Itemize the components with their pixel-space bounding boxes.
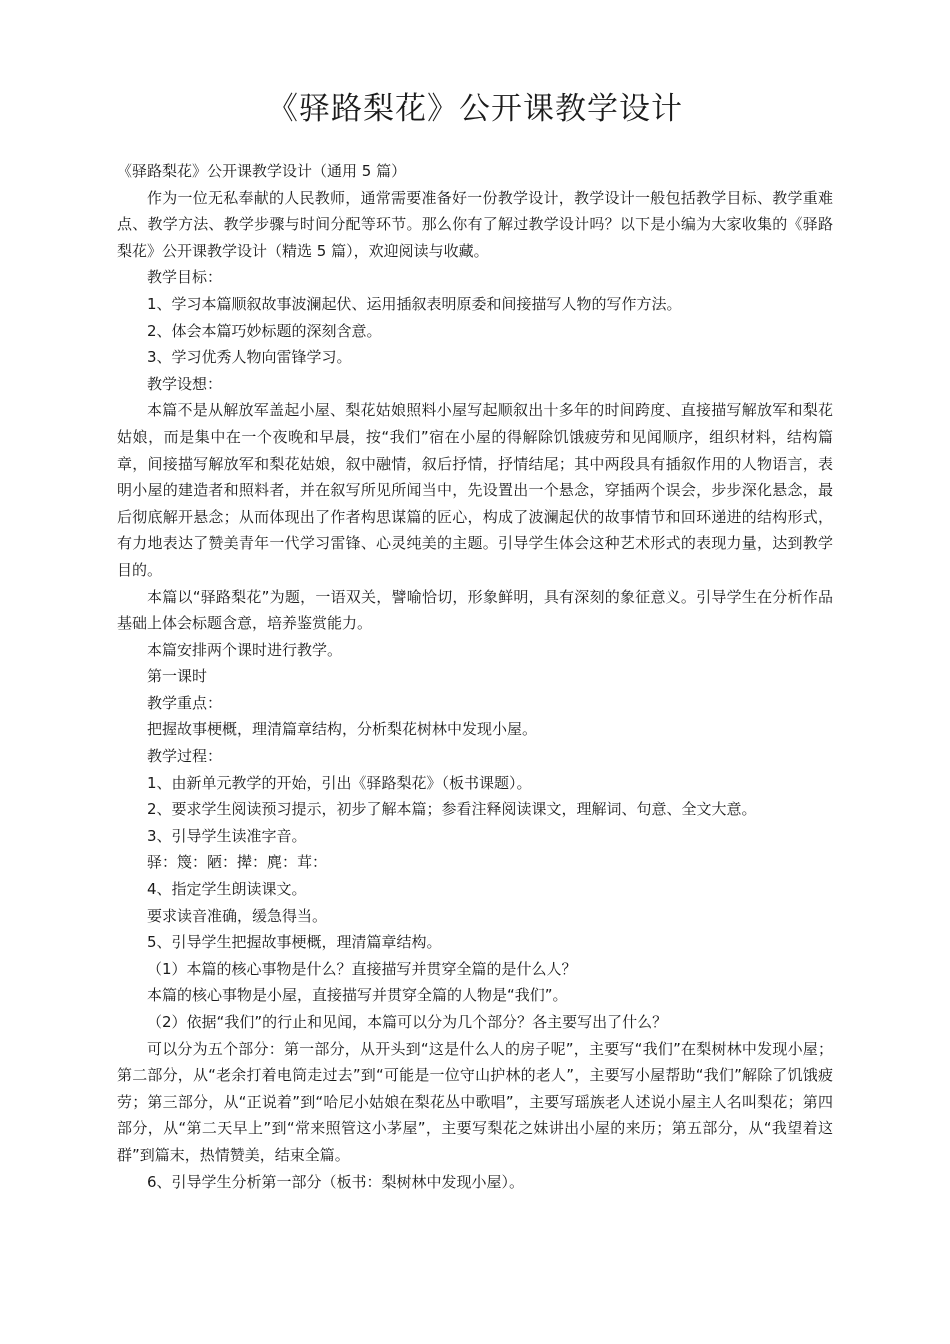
paragraph: 驿：篾：陋：撵：麂：茸： [147, 853, 328, 872]
paragraph: 教学过程： [147, 747, 223, 766]
paragraph: 2、要求学生阅读预习提示，初步了解本篇；参看注释阅读课文，理解词、句意、全文大意。 [147, 800, 757, 819]
paragraph: （2）依据“我们”的行止和见闻，本篇可以分为几个部分？各主要写出了什么？ [147, 1013, 668, 1031]
paragraph: 本篇安排两个课时进行教学。 [147, 640, 343, 659]
paragraph: 6、引导学生分析第一部分（板书：梨树林中发现小屋）。 [147, 1172, 525, 1191]
paragraph: 本篇的核心事物是小屋，直接描写并贯穿全篇的人物是“我们”。 [147, 986, 568, 1005]
paragraph: 本篇不是从解放军盖起小屋、梨花姑娘照料小屋写起顺叙出十多年的时间跨度、直接描写解放军和梨花姑娘，而是集中在一个夜晚和早晨，按“我们”宿在小屋的得解除饥饿疲劳和见闻顺序，组织材料，结构篇章，间接描写解放军和梨花姑娘，叙中融情，叙后抒情，抒情结尾；其中两段具有插叙作用的人物语言，表明小屋的建造者和照料者，并在叙写所见所闻当中，先设置出一个悬念，穿插两个误会，步步深化悬念，最后彻底解开悬念；从而体现出了作者构思谋篇的匠心，构成了波澜起伏的故事情节和回环递进的结构形式，有力地表达了赞美青年一代学习雷锋、心灵纯美的主题。引导学生体会这种艺术形式的表现力量，达到教学目的。 [117, 401, 833, 579]
paragraph: 教学设想： [147, 374, 223, 393]
paragraph: 教学重点： [147, 693, 223, 712]
paragraph: 5、引导学生把握故事梗概，理清篇章结构。 [147, 933, 442, 952]
paragraph: 2、体会本篇巧妙标题的深刻含意。 [147, 321, 382, 340]
paragraph: 要求读音准确，缓急得当。 [147, 906, 328, 925]
paragraph: 3、学习优秀人物向雷锋学习。 [147, 348, 352, 367]
paragraph: 3、引导学生读准字音。 [147, 826, 307, 845]
paragraph: 1、学习本篇顺叙故事波澜起伏、运用插叙表明原委和间接描写人物的写作方法。 [147, 294, 682, 313]
paragraph: 本篇以“驿路梨花”为题，一语双关，譬喻恰切，形象鲜明，具有深刻的象征意义。引导学生在分析作品基础上体会标题含意，培养鉴赏能力。 [117, 587, 833, 633]
document-body [117, 158, 833, 1195]
document-subtitle: 《驿路梨花》公开课教学设计（通用 5 篇） [117, 162, 407, 180]
paragraph: 1、由新单元教学的开始，引出《驿路梨花》（板书课题）。 [147, 773, 532, 792]
paragraph: 把握故事梗概，理清篇章结构，分析梨花树林中发现小屋。 [147, 720, 538, 739]
document-title: 《驿路梨花》公开课教学设计 [267, 91, 683, 127]
paragraph: 教学目标： [147, 268, 223, 287]
paragraph: 可以分为五个部分：第一部分，从开头到“这是什么人的房子呢”，主要写“我们”在梨树林中发现小屋；第二部分，从“老余打着电筒走过去”到“可能是一位守山护林的老人”，主要写小屋帮助“我们”解除了饥饿疲劳；第三部分，从“正说着”到“哈尼小姑娘在梨花丛中歌唱”，主要写瑶族老人述说小屋主人名叫梨花；第四部分，从“第二天早上”到“常来照管这小茅屋”，主要写梨花之妹讲出小屋的来历；第五部分，从“我望着这群”到篇末，热情赞美，结束全篇。 [117, 1039, 833, 1164]
paragraph: （1）本篇的核心事物是什么？直接描写并贯穿全篇的是什么人？ [147, 959, 577, 978]
paragraph: 4、指定学生朗读课文。 [147, 880, 307, 899]
paragraph: 作为一位无私奉献的人民教师，通常需要准备好一份教学设计，教学设计一般包括教学目标、教学重难点、教学方法、教学步骤与时间分配等环节。那么你有了解过教学设计吗？以下是小编为大家收集的《驿路梨花》公开课教学设计（精选 5 篇），欢迎阅读与收藏。 [117, 188, 833, 260]
paragraph: 第一课时 [147, 667, 208, 686]
